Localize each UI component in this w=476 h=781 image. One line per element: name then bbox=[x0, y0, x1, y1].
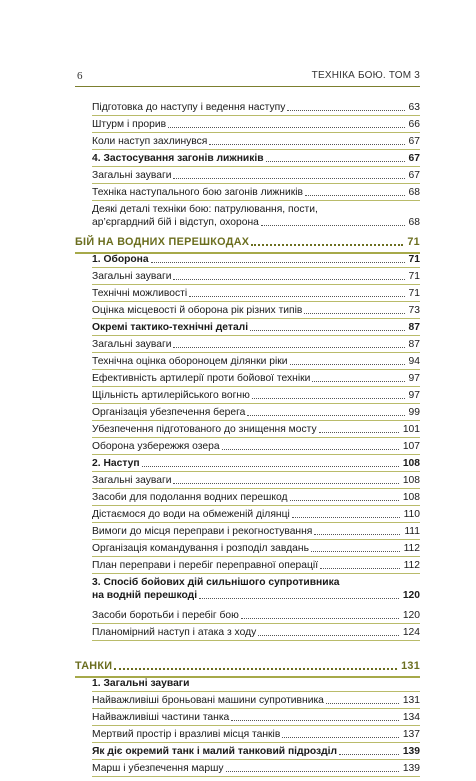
entry-title: на водній перешкоді bbox=[92, 590, 198, 601]
entry-title: ар’єргардний бій і відступ, охорона bbox=[92, 217, 259, 228]
entry-rule bbox=[92, 488, 420, 489]
toc-entry[interactable] bbox=[92, 253, 420, 266]
entry-rule bbox=[92, 691, 420, 692]
entry-rule bbox=[92, 335, 420, 336]
toc-entry[interactable] bbox=[92, 762, 420, 775]
toc-entry[interactable] bbox=[92, 491, 420, 504]
toc-entry[interactable] bbox=[92, 389, 420, 402]
entry-page-number: 66 bbox=[408, 119, 420, 130]
entry-rule bbox=[92, 522, 420, 523]
toc-section-entry[interactable] bbox=[75, 660, 420, 673]
toc-entry[interactable] bbox=[92, 474, 420, 487]
entry-page-number: 67 bbox=[408, 153, 420, 164]
leader-dots bbox=[314, 534, 400, 535]
leader-dots bbox=[290, 500, 399, 501]
entry-rule bbox=[92, 149, 420, 150]
entry-rule bbox=[92, 301, 420, 302]
leader-dots bbox=[189, 296, 404, 297]
entry-title: Дістаємося до води на обмеженій ділянці bbox=[92, 509, 290, 520]
entry-page-number: 67 bbox=[408, 170, 420, 181]
entry-title: Загальні зауваги bbox=[92, 271, 172, 282]
leader-dots bbox=[282, 737, 399, 738]
entry-title: Організація убезпечення берега bbox=[92, 407, 246, 418]
entry-title: Планомірний наступ і атака з ходу bbox=[92, 627, 257, 638]
entry-rule bbox=[92, 708, 420, 709]
entry-title: ТАНКИ bbox=[75, 660, 113, 672]
leader-dots bbox=[151, 262, 405, 263]
entry-page-number: 107 bbox=[402, 441, 420, 452]
entry-title: Мертвий простір і вразливі місця танків bbox=[92, 729, 281, 740]
entry-title: БІЙ НА ВОДНИХ ПЕРЕШКОДАХ bbox=[75, 236, 250, 248]
leader-dots bbox=[266, 161, 405, 162]
leader-dots bbox=[209, 144, 404, 145]
leader-dots bbox=[320, 568, 400, 569]
toc-entry[interactable] bbox=[92, 321, 420, 334]
toc-entry[interactable] bbox=[92, 406, 420, 419]
leader-dots bbox=[247, 415, 404, 416]
toc-section-entry[interactable] bbox=[75, 236, 420, 249]
entry-title: Засоби для подолання водних перешкод bbox=[92, 492, 288, 503]
toc-entry[interactable] bbox=[92, 304, 420, 317]
toc-entry[interactable] bbox=[92, 338, 420, 351]
entry-rule bbox=[92, 115, 420, 116]
entry-rule bbox=[92, 386, 420, 387]
entry-title: 2. Наступ bbox=[92, 458, 140, 469]
leader-dots bbox=[251, 244, 403, 246]
entry-title-line1: 3. Спосіб бойових дій сильнішого супротивника bbox=[92, 577, 340, 588]
toc-entry[interactable] bbox=[92, 101, 420, 114]
entry-title: Техніка наступального бою загонів лижників bbox=[92, 187, 303, 198]
toc-entry[interactable] bbox=[92, 576, 420, 602]
entry-page-number: 87 bbox=[408, 322, 420, 333]
entry-title: Оборона узбережжя озера bbox=[92, 441, 220, 452]
entry-rule bbox=[92, 403, 420, 404]
entry-page-number: 139 bbox=[402, 746, 420, 757]
toc-entry[interactable] bbox=[92, 372, 420, 385]
entry-page-number: 67 bbox=[408, 136, 420, 147]
entry-page-number: 94 bbox=[408, 356, 420, 367]
entry-title: 1. Загальні зауваги bbox=[92, 678, 190, 689]
entry-page-number: 120 bbox=[402, 590, 420, 601]
leader-dots bbox=[222, 449, 399, 450]
entry-title: План переправи і перебіг переправної операції bbox=[92, 560, 319, 571]
toc-entry[interactable] bbox=[92, 457, 420, 470]
entry-title: Щільність артилерійського вогню bbox=[92, 390, 250, 401]
entry-rule bbox=[92, 725, 420, 726]
entry-page-number: 101 bbox=[402, 424, 420, 435]
entry-page-number: 87 bbox=[408, 339, 420, 350]
toc-entry[interactable] bbox=[92, 694, 420, 707]
entry-rule bbox=[92, 284, 420, 285]
running-title: ТЕХНІКА БОЮ. ТОМ 3 bbox=[311, 70, 420, 81]
toc-entry[interactable] bbox=[92, 135, 420, 148]
entry-title: 4. Застосування загонів лижників bbox=[92, 153, 264, 164]
toc-entry[interactable] bbox=[92, 626, 420, 639]
leader-dots bbox=[319, 432, 399, 433]
leader-dots bbox=[304, 313, 404, 314]
toc-entry[interactable] bbox=[92, 728, 420, 741]
leader-dots bbox=[326, 703, 399, 704]
entry-page-number: 139 bbox=[402, 763, 420, 774]
entry-title-line2 bbox=[92, 589, 420, 602]
entry-page-number: 108 bbox=[402, 475, 420, 486]
entry-rule bbox=[92, 267, 420, 268]
entry-rule bbox=[92, 352, 420, 353]
entry-page-number: 68 bbox=[408, 187, 420, 198]
leader-dots bbox=[305, 195, 405, 196]
toc-entry[interactable] bbox=[92, 118, 420, 131]
toc-entry[interactable] bbox=[92, 203, 420, 229]
toc-entry[interactable] bbox=[92, 423, 420, 436]
entry-page-number: 108 bbox=[402, 492, 420, 503]
entry-title: Засоби боротьби і перебіг бою bbox=[92, 610, 239, 621]
entry-page-number: 134 bbox=[402, 712, 420, 723]
entry-page-number: 73 bbox=[408, 305, 420, 316]
entry-page-number: 71 bbox=[408, 271, 420, 282]
leader-dots bbox=[173, 279, 404, 280]
entry-title: Вимоги до місця переправи і рекогностування bbox=[92, 526, 313, 537]
entry-page-number: 112 bbox=[403, 543, 420, 554]
leader-dots bbox=[168, 127, 404, 128]
page-number: 6 bbox=[77, 70, 83, 82]
entry-title: Загальні зауваги bbox=[92, 170, 172, 181]
entry-page-number: 71 bbox=[408, 254, 420, 265]
entry-page-number: 97 bbox=[408, 373, 420, 384]
toc-entry[interactable] bbox=[92, 186, 420, 199]
entry-page-number: 131 bbox=[402, 695, 420, 706]
entry-title: Технічна оцінка обороноцем ділянки ріки bbox=[92, 356, 288, 367]
entry-page-number: 108 bbox=[402, 458, 420, 469]
entry-rule bbox=[92, 539, 420, 540]
entry-rule bbox=[92, 471, 420, 472]
entry-title: Убезпечення підготованого до знищення мосту bbox=[92, 424, 317, 435]
entry-rule bbox=[92, 369, 420, 370]
entry-page-number: 71 bbox=[407, 236, 420, 248]
entry-page-number: 110 bbox=[403, 509, 420, 520]
toc-entry[interactable] bbox=[92, 440, 420, 453]
leader-dots bbox=[226, 771, 399, 772]
entry-page-number: 111 bbox=[404, 526, 420, 537]
leader-dots bbox=[312, 381, 404, 382]
leader-dots bbox=[231, 720, 399, 721]
leader-dots bbox=[290, 364, 405, 365]
leader-dots bbox=[241, 618, 399, 619]
leader-dots bbox=[258, 635, 399, 636]
toc-entry[interactable] bbox=[92, 287, 420, 300]
entry-title: Загальні зауваги bbox=[92, 339, 172, 350]
entry-rule bbox=[92, 132, 420, 133]
entry-title: Технічні можливості bbox=[92, 288, 188, 299]
leader-dots bbox=[339, 754, 399, 755]
toc-entry[interactable] bbox=[92, 542, 420, 555]
leader-dots bbox=[173, 178, 404, 179]
entry-title: Загальні зауваги bbox=[92, 475, 172, 486]
leader-dots bbox=[173, 347, 404, 348]
entry-rule bbox=[92, 556, 420, 557]
entry-title: Коли наступ захлинувся bbox=[92, 136, 208, 147]
entry-title: Як діє окремий танк і малий танковий підрозділ bbox=[92, 746, 338, 757]
entry-rule bbox=[92, 437, 420, 438]
toc-entry[interactable] bbox=[92, 711, 420, 724]
entry-title: Марш і убезпечення маршу bbox=[92, 763, 224, 774]
entry-page-number: 71 bbox=[408, 288, 420, 299]
entry-page-number: 120 bbox=[402, 610, 420, 621]
entry-rule bbox=[92, 640, 420, 641]
toc-entry[interactable] bbox=[92, 169, 420, 182]
entry-rule bbox=[92, 573, 420, 574]
toc-entry[interactable] bbox=[92, 152, 420, 165]
entry-page-number: 137 bbox=[402, 729, 420, 740]
entry-page-number: 124 bbox=[402, 627, 420, 638]
entry-rule bbox=[92, 318, 420, 319]
entry-title-line2 bbox=[92, 216, 420, 229]
leader-dots bbox=[250, 330, 404, 331]
toc-entry[interactable] bbox=[92, 559, 420, 572]
entry-page-number: 112 bbox=[403, 560, 420, 571]
entry-page-number: 131 bbox=[401, 660, 420, 672]
entry-rule bbox=[92, 454, 420, 455]
entry-page-number: 68 bbox=[408, 217, 420, 228]
toc-entry[interactable] bbox=[92, 355, 420, 368]
entry-rule bbox=[92, 742, 420, 743]
entry-rule bbox=[92, 776, 420, 777]
leader-dots bbox=[199, 598, 399, 599]
entry-rule bbox=[92, 200, 420, 201]
entry-rule bbox=[92, 623, 420, 624]
toc-entry[interactable] bbox=[92, 525, 420, 538]
entry-title: Окремі тактико-технічні деталі bbox=[92, 322, 249, 333]
entry-title: Найважливіші броньовані машини супротивника bbox=[92, 695, 324, 706]
leader-dots bbox=[142, 466, 399, 467]
entry-rule bbox=[92, 759, 420, 760]
leader-dots bbox=[252, 398, 405, 399]
entry-title: Найважливіші частини танка bbox=[92, 712, 230, 723]
header-rule bbox=[75, 86, 420, 87]
entry-title-line1: Деякі деталі техніки бою: патрулювання, пости, bbox=[92, 204, 318, 215]
leader-dots bbox=[114, 668, 397, 670]
entry-title: Оцінка місцевості й оборона рік різних типів bbox=[92, 305, 303, 316]
leader-dots bbox=[292, 517, 400, 518]
toc-entry[interactable] bbox=[92, 609, 420, 622]
entry-page-number: 63 bbox=[408, 102, 420, 113]
entry-rule bbox=[92, 505, 420, 506]
entry-title: Штурм і прорив bbox=[92, 119, 167, 130]
entry-page-number: 97 bbox=[408, 390, 420, 401]
toc-entry[interactable] bbox=[92, 745, 420, 758]
leader-dots bbox=[311, 551, 400, 552]
leader-dots bbox=[287, 110, 404, 111]
entry-rule bbox=[92, 183, 420, 184]
entry-title: Підготовка до наступу і ведення наступу bbox=[92, 102, 286, 113]
entry-page-number: 99 bbox=[408, 407, 420, 418]
entry-title: Організація командування і розподіл завдань bbox=[92, 543, 309, 554]
leader-dots bbox=[173, 483, 398, 484]
leader-dots bbox=[261, 225, 405, 226]
toc-entry[interactable] bbox=[92, 270, 420, 283]
toc-entry[interactable] bbox=[92, 677, 420, 690]
entry-rule bbox=[92, 166, 420, 167]
entry-rule bbox=[92, 420, 420, 421]
entry-title: 1. Оборона bbox=[92, 254, 149, 265]
toc-entry[interactable] bbox=[92, 508, 420, 521]
entry-title: Ефективність артилерії проти бойової техніки bbox=[92, 373, 311, 384]
